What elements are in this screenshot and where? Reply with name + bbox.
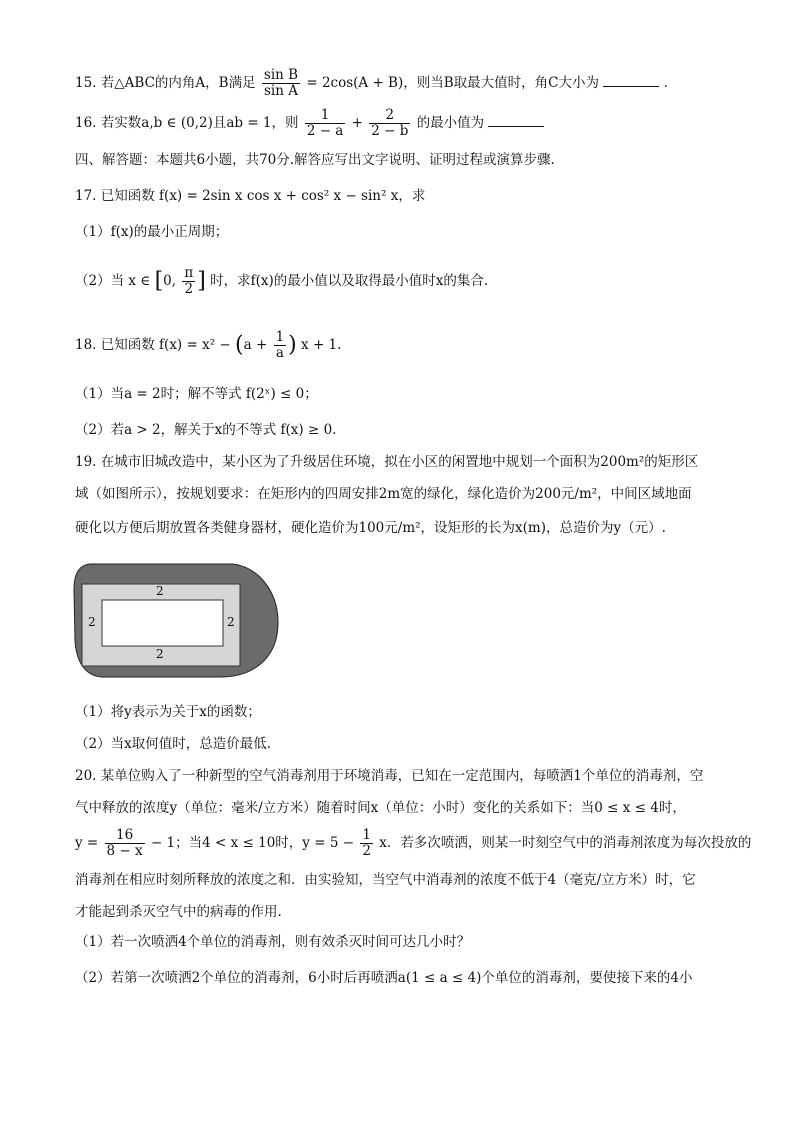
question-18-stem <box>75 330 341 361</box>
question-16 <box>75 108 544 139</box>
question-18-part-1: （1）当a = 2时；解不等式 f(2ˣ) ≤ 0； <box>75 386 318 402</box>
question-text: y = <box>75 835 99 851</box>
fraction-denominator: 2 − a <box>306 123 344 139</box>
fraction-numerator: 1 <box>362 827 371 843</box>
question-20-part-1: （1）若一次喷洒4个单位的消毒剂，则有效杀灭时间可达几小时？ <box>75 934 471 950</box>
fraction-numerator: 1 <box>275 329 285 345</box>
question-text: 若△ABC的内角A，B满足 <box>100 75 256 91</box>
fraction-numerator: 1 <box>305 108 346 124</box>
question-text: x．若多次喷洒，则某一时刻空气中的消毒剂浓度为每次投放的 <box>379 835 752 851</box>
question-text: − 1；当4 < x ≤ 10时，y = 5 − <box>150 835 355 851</box>
question-text: = 2cos(A + B)，则当B取最大值时，角C大小为 <box>306 75 599 91</box>
question-20-part-2: （2）若第一次喷洒2个单位的消毒剂，6小时后再喷洒a(1 ≤ a ≤ 4)个单位的消毒剂，要使接下来的4小 <box>75 970 693 986</box>
figure-rectangle-diagram <box>72 560 282 680</box>
question-text: a + <box>243 337 268 353</box>
question-17-stem: 17. 已知函数 f(x) = 2sin x cos x + cos² x − sin² x，求 <box>75 188 426 204</box>
fraction-numerator: 16 <box>105 828 145 844</box>
figure-label-top: 2 <box>156 584 164 598</box>
fraction-denominator: 2 <box>362 843 371 859</box>
fraction-denominator: sin A <box>263 83 298 99</box>
question-19-part-1: （1）将y表示为关于x的函数； <box>75 704 261 720</box>
answer-blank <box>603 72 659 87</box>
fraction-numerator: 2 <box>369 108 410 124</box>
question-text: 若实数a,b ∈ (0,2)且ab = 1，则 <box>100 115 299 131</box>
fraction <box>305 108 346 139</box>
figure-svg <box>72 560 282 680</box>
fraction <box>274 330 287 361</box>
fraction <box>182 266 195 297</box>
plus-sign: + <box>351 115 363 131</box>
fraction-denominator: 2 − b <box>371 123 409 139</box>
question-text: （2）当 x ∈ <box>75 273 151 289</box>
section-heading: 四、解答题：本题共6小题，共70分.解答应写出文字说明、证明过程或演算步骤. <box>75 152 555 168</box>
question-19-part-2: （2）当x取何值时，总造价最低. <box>75 736 271 752</box>
answer-blank <box>488 112 544 127</box>
question-20-line-1: 20. 某单位购入了一种新型的空气消毒剂用于环境消毒，已知在一定范围内，每喷洒1个单位的消毒剂，空 <box>75 768 704 784</box>
question-19-line-2: 域（如图所示），按规划要求：在矩形内的四周安排2m宽的绿化，绿化造价为200元/m²，中间区域地面 <box>75 486 692 502</box>
question-text: . <box>663 75 668 91</box>
figure-label-bottom: 2 <box>156 647 164 661</box>
fraction <box>105 828 145 859</box>
fraction-denominator: a <box>275 345 284 361</box>
question-20-line-2: 气中释放的浓度y（单位：毫米/立方米）随着时间x（单位：小时）变化的关系如下：当0 ≤ x ≤ 4时， <box>75 800 686 816</box>
right-bracket: ] <box>197 268 206 294</box>
fraction <box>360 828 373 859</box>
fraction-denominator: 2 <box>184 281 194 297</box>
fraction <box>369 108 410 139</box>
question-15 <box>75 68 668 99</box>
question-text: 18. 已知函数 f(x) = x² − <box>75 337 231 353</box>
fraction-numerator: π <box>184 265 194 281</box>
question-19-line-3: 硬化以方便后期放置各类健身器材，硬化造价为100元/m²，设矩形的长为x(m)，总造价为y（元）. <box>75 520 666 536</box>
figure-label-left: 2 <box>88 615 96 629</box>
inner-hardened-area <box>102 600 223 646</box>
right-paren: ) <box>288 332 297 358</box>
fraction-denominator: 8 − x <box>106 843 143 859</box>
left-bracket: [ <box>154 268 164 294</box>
question-text: 时，求f(x)的最小值以及取得最小值时x的集合. <box>210 273 489 289</box>
figure-label-right: 2 <box>227 615 235 629</box>
fraction-numerator: sin B <box>263 67 299 83</box>
left-paren: ( <box>235 332 244 358</box>
question-17-part-1: （1）f(x)的最小正周期； <box>75 224 229 240</box>
question-text: 的最小值为 <box>416 115 485 131</box>
question-18-part-2: （2）若a > 2，解关于x的不等式 f(x) ≥ 0. <box>75 422 337 438</box>
question-number: 16. <box>75 115 97 131</box>
question-19-line-1: 19. 在城市旧城改造中，某小区为了升级居住环境，拟在小区的闲置地中规划一个面积为200m²的矩形区 <box>75 454 699 470</box>
question-20-line-3 <box>75 828 751 859</box>
question-17-part-2 <box>75 266 488 297</box>
interval-start: 0, <box>163 273 177 289</box>
question-text: x + 1. <box>301 337 342 353</box>
question-20-line-5: 才能起到杀灭空气中的病毒的作用. <box>75 904 282 920</box>
question-20-line-4: 消毒剂在相应时刻所释放的浓度之和．由实验知，当空气中消毒剂的浓度不低于4（毫克/立方米）时，它 <box>75 872 696 888</box>
fraction <box>262 68 300 99</box>
question-number: 15. <box>75 75 97 91</box>
